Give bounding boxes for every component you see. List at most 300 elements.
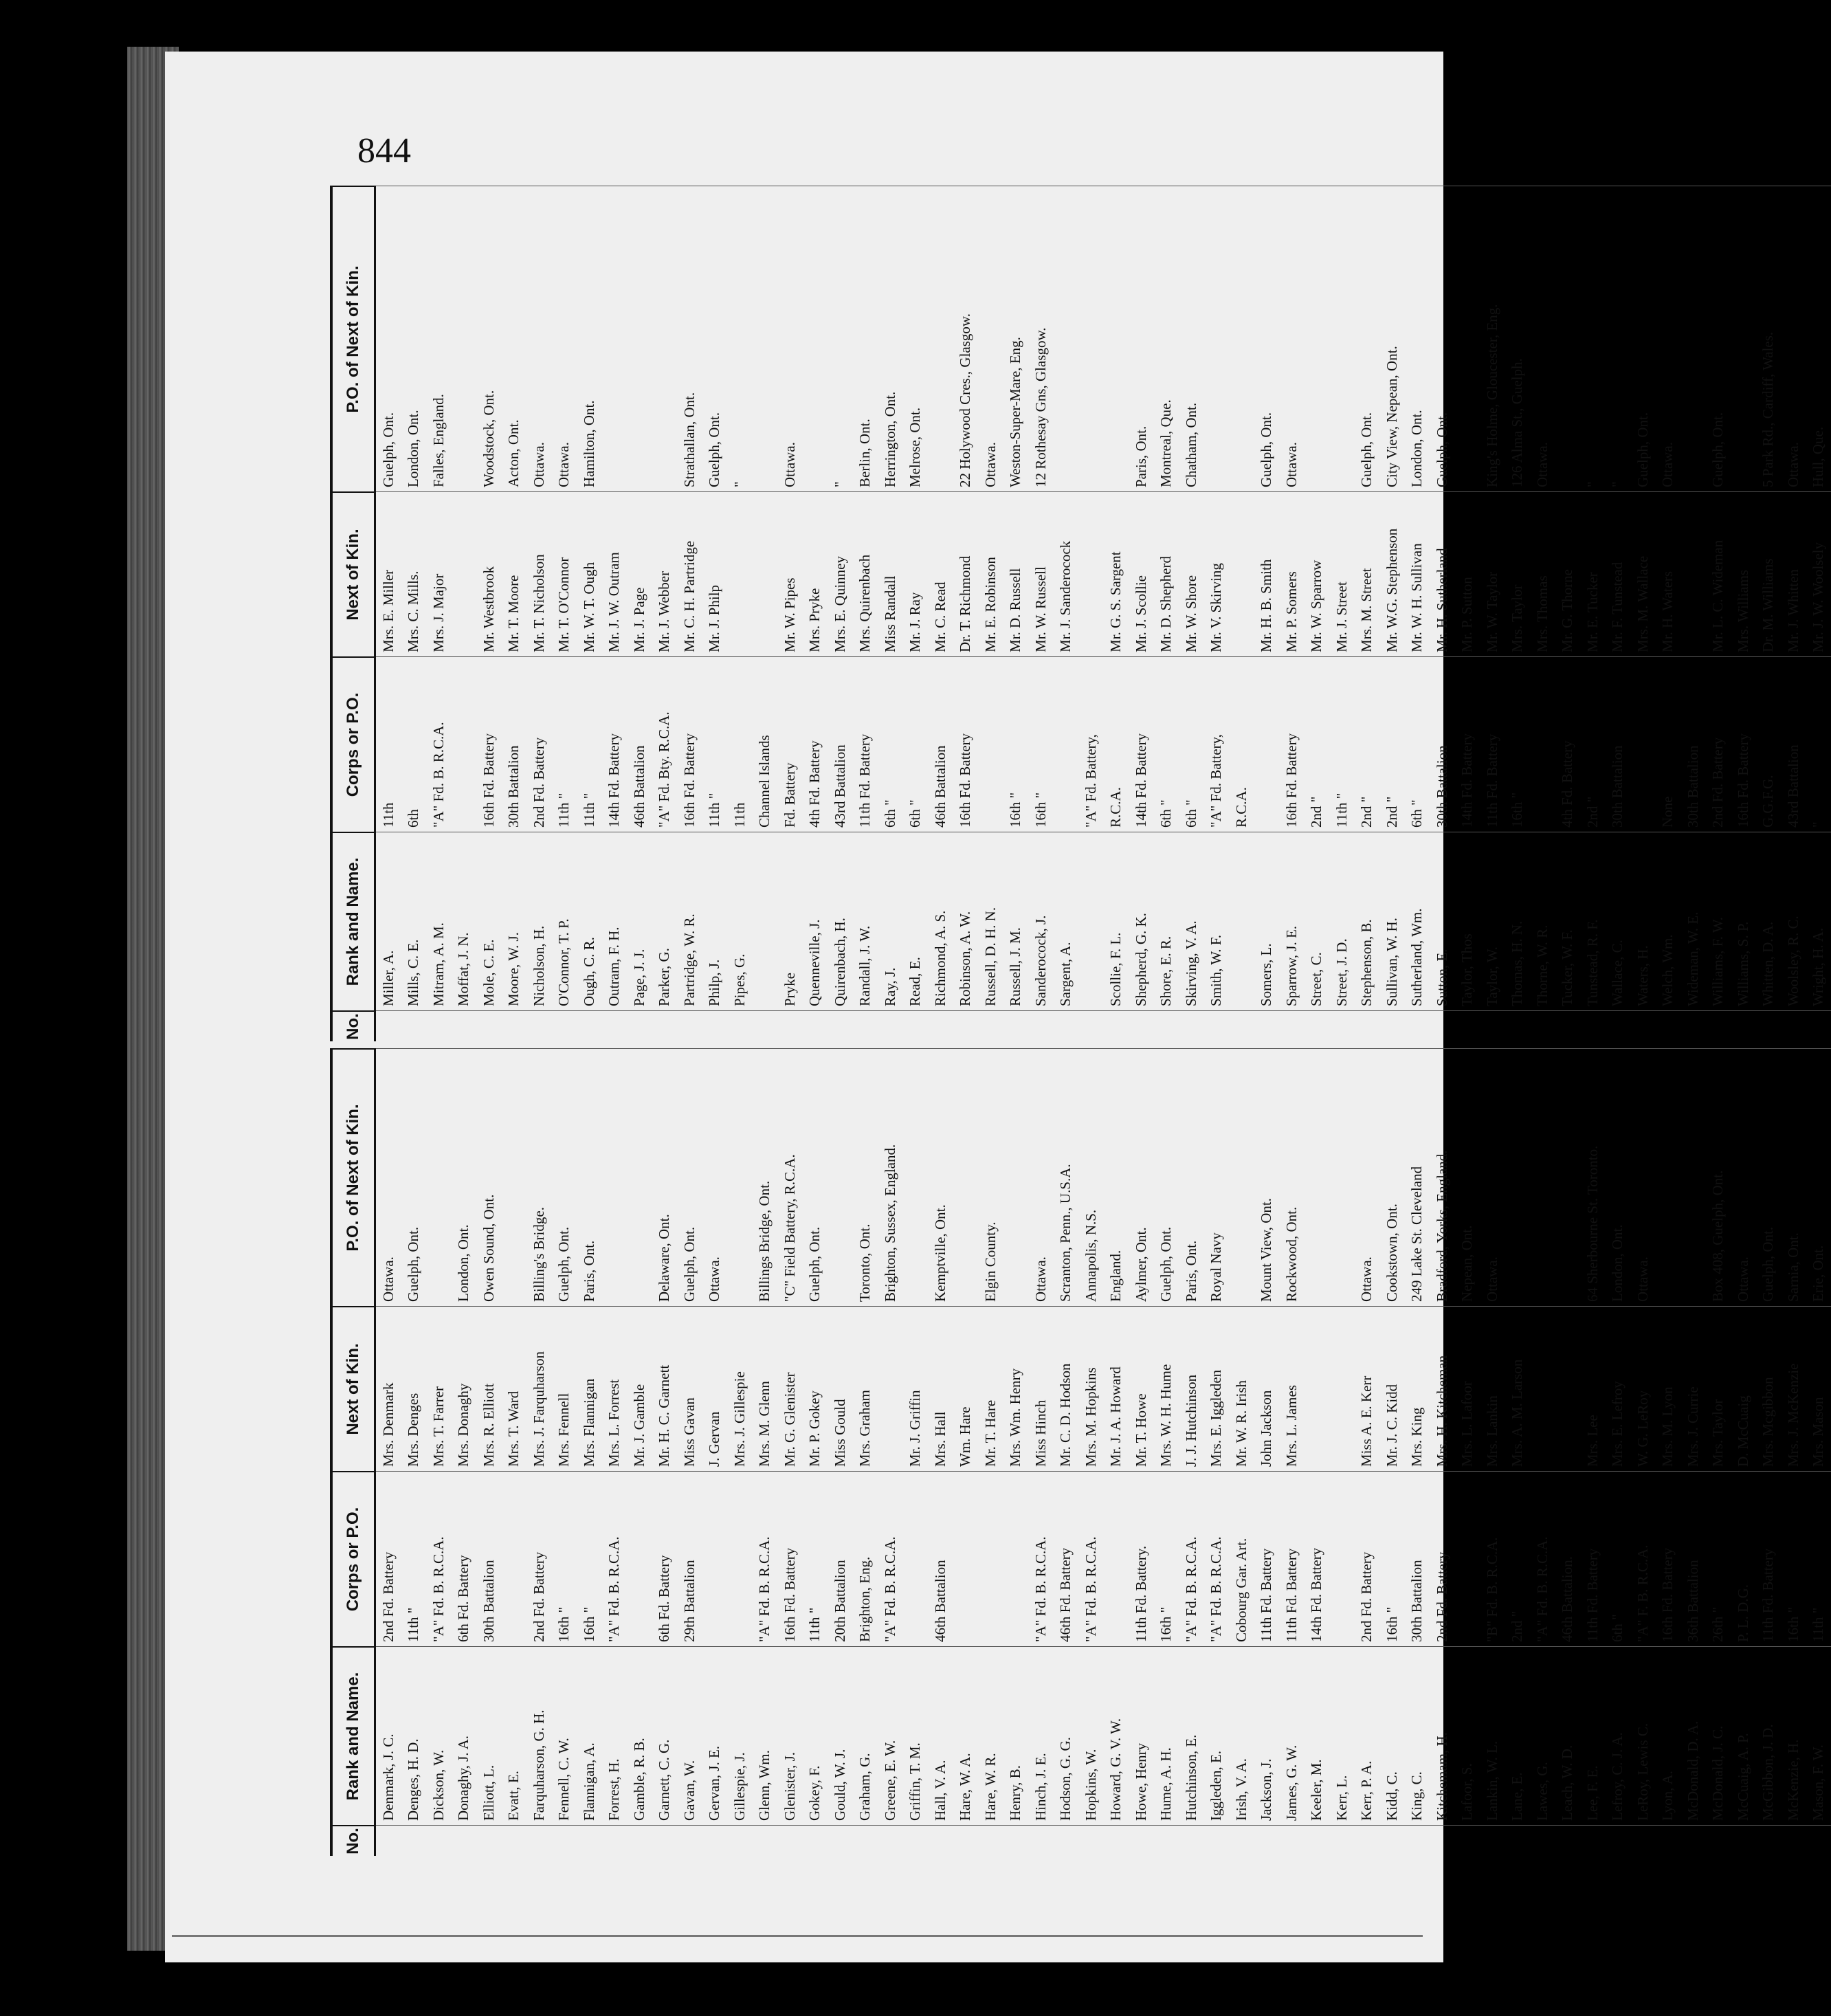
corps-cell: 14th Fd. Battery: [1305, 1471, 1330, 1646]
no-cell: [1781, 1010, 1806, 1041]
no-cell: [1555, 1825, 1581, 1856]
next-of-kin-cell: Mr. C. H. Partridge: [677, 491, 702, 656]
next-of-kin-cell: Mrs. H. Kitcheman: [1430, 1306, 1455, 1471]
po-next-of-kin-cell: London, Ont.: [1606, 1048, 1631, 1306]
no-cell: [577, 1825, 602, 1856]
table-row: [1028, 186, 1054, 1041]
no-cell: [1028, 1010, 1054, 1041]
no-cell: [1129, 1825, 1154, 1856]
table-row: [426, 1048, 452, 1856]
table-row: [1028, 1048, 1054, 1856]
po-next-of-kin-cell: [1555, 1048, 1581, 1306]
table-row: [1430, 1048, 1455, 1856]
table-row: [1129, 1048, 1154, 1856]
header-po-next-of-kin: P.O. of Next of Kin.: [333, 1048, 374, 1306]
rank-name-cell: [753, 832, 778, 1010]
table-row: [1781, 1048, 1806, 1856]
no-cell: [1003, 1010, 1029, 1041]
no-cell: [978, 1010, 1003, 1041]
no-cell: [452, 1010, 477, 1041]
next-of-kin-cell: Mr. T. Nicholson: [526, 491, 552, 656]
header-no: No.: [333, 1010, 374, 1041]
corps-cell: 11th Fd. Battery: [1279, 1471, 1305, 1646]
next-of-kin-cell: [1329, 1306, 1355, 1471]
rank-name-cell: Shore, E. R.: [1154, 832, 1179, 1010]
next-of-kin-cell: Mrs. Quirenbach: [853, 491, 878, 656]
corps-cell: 2nd Fd. Battery: [1355, 1471, 1380, 1646]
next-of-kin-cell: Mrs. Taylor: [1706, 1306, 1731, 1471]
po-next-of-kin-cell: Ottawa.: [1028, 1048, 1054, 1306]
corps-cell: 2nd ": [1379, 656, 1405, 832]
table-row: [1054, 1048, 1079, 1856]
po-next-of-kin-cell: Ottawa.: [777, 186, 803, 491]
table-row: [452, 186, 477, 1041]
table-row: [602, 1048, 628, 1856]
table-row: [1455, 186, 1480, 1041]
next-of-kin-cell: Mr. H. Waters: [1656, 491, 1681, 656]
next-of-kin-cell: Mrs. J. Major: [426, 491, 452, 656]
corps-cell: 46th Fd. Battery: [1054, 1471, 1079, 1646]
rank-name-cell: Wideman, W. E.: [1680, 832, 1706, 1010]
po-next-of-kin-cell: Guelph, Ont.: [1430, 186, 1455, 491]
table-row: [1054, 186, 1079, 1041]
po-next-of-kin-cell: ": [1606, 186, 1631, 491]
next-of-kin-cell: Mr. J. Page: [627, 491, 652, 656]
rank-name-cell: Evatt, E.: [502, 1646, 527, 1825]
po-next-of-kin-cell: [602, 1048, 628, 1306]
rank-name-cell: Gavan, W.: [677, 1646, 702, 1825]
no-cell: [1430, 1010, 1455, 1041]
no-cell: [702, 1010, 728, 1041]
po-next-of-kin-cell: Royal Navy: [1204, 1048, 1230, 1306]
no-cell: [1656, 1010, 1681, 1041]
po-next-of-kin-cell: [1329, 1048, 1355, 1306]
rank-name-cell: Gould, W. J.: [828, 1646, 853, 1825]
table-row: [577, 186, 602, 1041]
table-row: [1305, 1048, 1330, 1856]
po-next-of-kin-cell: Erie, Ont.: [1806, 1048, 1831, 1306]
rank-name-cell: Whitten, D. A.: [1756, 832, 1782, 1010]
register-left-half: [330, 1048, 1827, 1856]
po-next-of-kin-cell: Berlin, Ont.: [853, 186, 878, 491]
no-cell: [1505, 1010, 1531, 1041]
rank-name-cell: Iggleden, E.: [1204, 1646, 1230, 1825]
next-of-kin-cell: Miss Randall: [878, 491, 903, 656]
no-cell: [1781, 1825, 1806, 1856]
rank-name-cell: Howe, Henry: [1129, 1646, 1154, 1825]
next-of-kin-cell: Mrs. C. Mills.: [401, 491, 427, 656]
po-next-of-kin-cell: Guelph, Ont.: [401, 1048, 427, 1306]
table-row: [1204, 1048, 1230, 1856]
next-of-kin-cell: Mrs. Denmark: [376, 1306, 401, 1471]
next-of-kin-cell: Mr. J. Gamble: [627, 1306, 652, 1471]
po-next-of-kin-cell: Ottawa.: [1530, 186, 1555, 491]
rank-name-cell: Denges, H. D.: [401, 1646, 427, 1825]
table-row: [526, 186, 552, 1041]
po-next-of-kin-cell: Melrose, Ont.: [903, 186, 929, 491]
corps-cell: [452, 656, 477, 832]
next-of-kin-cell: Mr. J. Griffin: [903, 1306, 929, 1471]
no-cell: [1204, 1825, 1230, 1856]
table-row: [1329, 186, 1355, 1041]
po-next-of-kin-cell: Hamilton, Ont.: [577, 186, 602, 491]
next-of-kin-cell: Mrs. Williams: [1731, 491, 1756, 656]
no-cell: [777, 1825, 803, 1856]
no-cell: [727, 1010, 753, 1041]
no-cell: [1329, 1825, 1355, 1856]
table-row: [1003, 186, 1029, 1041]
next-of-kin-cell: Mrs. M. Wallace: [1630, 491, 1656, 656]
corps-cell: 30th Battalion: [1430, 656, 1455, 832]
next-of-kin-cell: Mrs. L. Lafoor: [1455, 1306, 1480, 1471]
rank-name-cell: Gokey, F.: [803, 1646, 828, 1825]
next-of-kin-cell: Mr. J. Webber: [652, 491, 678, 656]
next-of-kin-cell: Mr. J. Sanderocock: [1054, 491, 1079, 656]
table-row: [426, 186, 452, 1041]
corps-cell: 2nd Fd. Battery: [1706, 656, 1731, 832]
table-row: [1505, 1048, 1531, 1856]
rank-name-cell: Hinch, J. E.: [1028, 1646, 1054, 1825]
corps-cell: [1104, 1471, 1129, 1646]
no-cell: [928, 1010, 953, 1041]
table-row: [476, 1048, 502, 1856]
no-cell: [1580, 1825, 1606, 1856]
table-row: [1104, 186, 1129, 1041]
corps-cell: 14th Fd. Battery: [602, 656, 628, 832]
rank-name-cell: Williams, F. W.: [1706, 832, 1731, 1010]
corps-cell: 4th Fd. Battery: [1555, 656, 1581, 832]
table-row: [853, 1048, 878, 1856]
po-next-of-kin-cell: Guelph, Ont.: [1756, 1048, 1782, 1306]
next-of-kin-cell: [878, 1306, 903, 1471]
table-row: [1806, 186, 1831, 1041]
no-cell: [978, 1825, 1003, 1856]
next-of-kin-cell: Mr. J. W. Outram: [602, 491, 628, 656]
table-row: [452, 1048, 477, 1856]
corps-cell: "A" Fd. B. R.C.A.: [426, 1471, 452, 1646]
rank-name-cell: Sparrow, J. E.: [1279, 832, 1305, 1010]
table-row: [753, 1048, 778, 1856]
corps-cell: 16th Fd. Battery: [677, 656, 702, 832]
no-cell: [1430, 1825, 1455, 1856]
po-next-of-kin-cell: [1455, 186, 1480, 491]
table-row: [1606, 186, 1631, 1041]
po-next-of-kin-cell: Delaware, Ont.: [652, 1048, 678, 1306]
rank-name-cell: Hodson, G. G.: [1054, 1646, 1079, 1825]
next-of-kin-cell: Mr. T. Hare: [978, 1306, 1003, 1471]
next-of-kin-cell: Mrs. T. Ward: [502, 1306, 527, 1471]
next-of-kin-cell: Mr. W. Pipes: [777, 491, 803, 656]
next-of-kin-cell: Mrs. Thomas: [1530, 491, 1555, 656]
next-of-kin-cell: Mrs. Mcgibbon: [1756, 1306, 1782, 1471]
rank-name-cell: Taylor, Thos: [1455, 832, 1480, 1010]
next-of-kin-cell: Miss Hinch: [1028, 1306, 1054, 1471]
no-cell: [1254, 1825, 1280, 1856]
po-next-of-kin-cell: Ottawa.: [1355, 1048, 1380, 1306]
table-row: [1630, 1048, 1656, 1856]
next-of-kin-cell: Mrs. M. Street: [1355, 491, 1380, 656]
corps-cell: 6th: [401, 656, 427, 832]
table-row: [1480, 1048, 1505, 1856]
po-next-of-kin-cell: Woodstock, Ont.: [476, 186, 502, 491]
table-row: [502, 186, 527, 1041]
rank-name-cell: Stephenson, B.: [1355, 832, 1380, 1010]
no-cell: [1179, 1825, 1204, 1856]
rank-name-cell: Wright, H. A.: [1806, 832, 1831, 1010]
next-of-kin-cell: Mr. W. Shore: [1179, 491, 1204, 656]
no-cell: [1706, 1825, 1731, 1856]
po-next-of-kin-cell: Guelph, Ont.: [1355, 186, 1380, 491]
po-next-of-kin-cell: Guelph, Ont.: [1254, 186, 1280, 491]
table-row: [1204, 186, 1230, 1041]
next-of-kin-cell: Mrs. Lee: [1580, 1306, 1606, 1471]
no-cell: [376, 1825, 401, 1856]
no-cell: [727, 1825, 753, 1856]
next-of-kin-cell: Mrs. A. M. Larson: [1505, 1306, 1531, 1471]
rank-name-cell: Page, J. J.: [627, 832, 652, 1010]
po-next-of-kin-cell: Brighton, Sussex, England.: [878, 1048, 903, 1306]
no-cell: [828, 1010, 853, 1041]
table-row: [1606, 1048, 1631, 1856]
corps-cell: 11th: [376, 656, 401, 832]
no-cell: [828, 1825, 853, 1856]
table-row: [1078, 1048, 1104, 1856]
table-row: [1405, 186, 1430, 1041]
po-next-of-kin-cell: Ottawa.: [526, 186, 552, 491]
rank-name-cell: Hutchinson, E.: [1179, 1646, 1204, 1825]
header-po-next-of-kin: P.O. of Next of Kin.: [333, 186, 374, 491]
po-next-of-kin-cell: [502, 1048, 527, 1306]
corps-cell: 11th ": [803, 1471, 828, 1646]
table-row: [1179, 1048, 1204, 1856]
po-next-of-kin-cell: Guelph, Ont.: [803, 1048, 828, 1306]
table-row: [376, 186, 401, 1041]
next-of-kin-cell: [1680, 491, 1706, 656]
next-of-kin-cell: [1555, 1306, 1581, 1471]
po-next-of-kin-cell: [1530, 1048, 1555, 1306]
corps-cell: "A" F. B. R.C.A.: [1630, 1471, 1656, 1646]
corps-cell: [953, 1471, 979, 1646]
po-next-of-kin-cell: Strathallan, Ont.: [677, 186, 702, 491]
table-row: [953, 186, 979, 1041]
corps-cell: 43rd Battalion: [828, 656, 853, 832]
rank-name-cell: Skirving, V. A.: [1179, 832, 1204, 1010]
rank-name-cell: [1078, 832, 1104, 1010]
no-cell: [1630, 1825, 1656, 1856]
rank-name-cell: Gervan, J. E.: [702, 1646, 728, 1825]
no-cell: [1329, 1010, 1355, 1041]
table-row: [828, 1048, 853, 1856]
no-cell: [1806, 1825, 1831, 1856]
rank-name-cell: Sargent, A.: [1054, 832, 1079, 1010]
no-cell: [1656, 1825, 1681, 1856]
corps-cell: 16th Fd. Battery: [476, 656, 502, 832]
po-next-of-kin-cell: Guelph, Ont.: [702, 186, 728, 491]
rank-name-cell: Gamble, R. B.: [627, 1646, 652, 1825]
next-of-kin-cell: [1305, 1306, 1330, 1471]
table-row: [1731, 186, 1756, 1041]
no-cell: [476, 1825, 502, 1856]
corps-cell: "A" Fd. B. R.C.A.: [1530, 1471, 1555, 1646]
corps-cell: 16th ": [552, 1471, 577, 1646]
header-rank-name: Rank and Name.: [333, 1646, 374, 1825]
rank-name-cell: Street, C.: [1305, 832, 1330, 1010]
table-row: [627, 1048, 652, 1856]
table-row: [1129, 186, 1154, 1041]
corps-cell: 16th ": [577, 1471, 602, 1646]
rank-name-cell: McDonald, J. C.: [1706, 1646, 1731, 1825]
po-next-of-kin-cell: 126 Alma St., Guelph.: [1505, 186, 1531, 491]
no-cell: [1756, 1010, 1782, 1041]
corps-cell: 16th ": [1028, 656, 1054, 832]
rank-name-cell: Lankin, W. L.: [1480, 1646, 1505, 1825]
no-cell: [1806, 1010, 1831, 1041]
no-cell: [1706, 1010, 1731, 1041]
table-row: [1505, 186, 1531, 1041]
table-row: [928, 1048, 953, 1856]
no-cell: [1680, 1010, 1706, 1041]
table-row: [1355, 186, 1380, 1041]
next-of-kin-cell: Mrs. Donaghy: [452, 1306, 477, 1471]
rank-name-cell: Scollie, F. L.: [1104, 832, 1129, 1010]
no-cell: [502, 1825, 527, 1856]
no-cell: [1054, 1825, 1079, 1856]
left-rows: [376, 1048, 1831, 1856]
no-cell: [1379, 1825, 1405, 1856]
no-cell: [1078, 1010, 1104, 1041]
corps-cell: 11th Fd. Battery: [1580, 1471, 1606, 1646]
table-header: [333, 186, 376, 1041]
rank-name-cell: Sutherland, Wm.: [1405, 832, 1430, 1010]
no-cell: [1229, 1010, 1254, 1041]
rank-name-cell: Gillespie, J.: [727, 1646, 753, 1825]
no-cell: [1530, 1825, 1555, 1856]
po-next-of-kin-cell: Falles, England.: [426, 186, 452, 491]
rank-name-cell: Greene, E. W.: [878, 1646, 903, 1825]
rank-name-cell: Mole, C. E.: [476, 832, 502, 1010]
header-next-of-kin: Next of Kin.: [333, 1306, 374, 1471]
po-next-of-kin-cell: Elgin County.: [978, 1048, 1003, 1306]
no-cell: [1405, 1825, 1430, 1856]
no-cell: [1455, 1010, 1480, 1041]
corps-cell: "A" Fd. B. R.C.A.: [1179, 1471, 1204, 1646]
po-next-of-kin-cell: Ottawa.: [1731, 1048, 1756, 1306]
rank-name-cell: Richmond, A. S.: [928, 832, 953, 1010]
corps-cell: 6th ": [1179, 656, 1204, 832]
rank-name-cell: Sullivan, W. H.: [1379, 832, 1405, 1010]
no-cell: [602, 1825, 628, 1856]
corps-cell: 11th ": [702, 656, 728, 832]
next-of-kin-cell: Mr. J. Scollie: [1129, 491, 1154, 656]
next-of-kin-cell: Mrs. L. James: [1279, 1306, 1305, 1471]
corps-cell: 6th Fd. Battery: [452, 1471, 477, 1646]
next-of-kin-cell: [1530, 1306, 1555, 1471]
next-of-kin-cell: Mr. C. D. Hodson: [1054, 1306, 1079, 1471]
corps-cell: 14th Fd. Battery: [1129, 656, 1154, 832]
table-row: [1806, 1048, 1831, 1856]
corps-cell: 6th ": [878, 656, 903, 832]
rank-name-cell: Dickson, W.: [426, 1646, 452, 1825]
corps-cell: Brighton, Eng.: [853, 1471, 878, 1646]
corps-cell: 11th ": [1329, 656, 1355, 832]
table-row: [1179, 186, 1204, 1041]
table-row: [1279, 1048, 1305, 1856]
po-next-of-kin-cell: Paris, Ont.: [1179, 1048, 1204, 1306]
table-row: [1329, 1048, 1355, 1856]
header-rank-name: Rank and Name.: [333, 832, 374, 1010]
no-cell: [677, 1825, 702, 1856]
rank-name-cell: King, C.: [1405, 1646, 1430, 1825]
next-of-kin-cell: Mr. T. Howe: [1129, 1306, 1154, 1471]
table-row: [1756, 1048, 1782, 1856]
rank-name-cell: Leach, W. D.: [1555, 1646, 1581, 1825]
next-of-kin-cell: Mr. H. C. Garnett: [652, 1306, 678, 1471]
po-next-of-kin-cell: [727, 1048, 753, 1306]
next-of-kin-cell: Mr. P. Gokey: [803, 1306, 828, 1471]
no-cell: [1154, 1010, 1179, 1041]
no-cell: [652, 1010, 678, 1041]
corps-cell: [502, 1471, 527, 1646]
header-corps: Corps or P.O.: [333, 656, 374, 832]
no-cell: [552, 1825, 577, 1856]
rank-name-cell: Kidd, C.: [1379, 1646, 1405, 1825]
table-row: [1756, 186, 1782, 1041]
corps-cell: 46th Battalion: [928, 1471, 953, 1646]
table-row: [1305, 186, 1330, 1041]
next-of-kin-cell: Mrs. E. Quinney: [828, 491, 853, 656]
corps-cell: 2nd ": [1355, 656, 1380, 832]
rank-name-cell: LeRoy, Lewis C.: [1630, 1646, 1656, 1825]
po-next-of-kin-cell: Guelph, Ont.: [1630, 186, 1656, 491]
no-cell: [526, 1825, 552, 1856]
po-next-of-kin-cell: Billings Bridge, Ont.: [753, 1048, 778, 1306]
table-row: [1656, 186, 1681, 1041]
table-row: [376, 1048, 401, 1856]
next-of-kin-cell: Mrs. L. Forrest: [602, 1306, 628, 1471]
corps-cell: "A" Fd. B. R.C.A.: [602, 1471, 628, 1646]
rank-name-cell: Williams, S. P.: [1731, 832, 1756, 1010]
page-number: 844: [357, 131, 411, 170]
corps-cell: 26th ": [1706, 1471, 1731, 1646]
po-next-of-kin-cell: Montreal, Que.: [1154, 186, 1179, 491]
corps-cell: 30th Battalion: [1606, 656, 1631, 832]
corps-cell: "A" Fd. Battery,: [1204, 656, 1230, 832]
po-next-of-kin-cell: [953, 1048, 979, 1306]
no-cell: [627, 1010, 652, 1041]
no-cell: [577, 1010, 602, 1041]
po-next-of-kin-cell: Scranton, Penn., U.S.A.: [1054, 1048, 1079, 1306]
corps-cell: 30th Battalion: [1680, 656, 1706, 832]
corps-cell: [978, 656, 1003, 832]
corps-cell: 11th: [727, 656, 753, 832]
no-cell: [1731, 1825, 1756, 1856]
page-bottom-edge: [172, 1935, 1423, 1937]
rank-name-cell: Street, J. D.: [1329, 832, 1355, 1010]
next-of-kin-cell: Mrs. Taylor: [1505, 491, 1531, 656]
next-of-kin-cell: Mrs. Wm. Henry: [1003, 1306, 1029, 1471]
corps-cell: "A" Fd. B. R.C.A.: [1204, 1471, 1230, 1646]
po-next-of-kin-cell: Aylmer, Ont.: [1129, 1048, 1154, 1306]
rank-name-cell: Taylor, W.: [1480, 832, 1505, 1010]
po-next-of-kin-cell: [627, 1048, 652, 1306]
corps-cell: 30th Battalion: [502, 656, 527, 832]
table-row: [878, 1048, 903, 1856]
next-of-kin-cell: J. Gervan: [702, 1306, 728, 1471]
corps-cell: 11th Fd. Battery: [1254, 1471, 1280, 1646]
po-next-of-kin-cell: Guelph, Ont.: [552, 1048, 577, 1306]
next-of-kin-cell: Mr. J. Street: [1329, 491, 1355, 656]
register-right-half: [330, 186, 1827, 1041]
